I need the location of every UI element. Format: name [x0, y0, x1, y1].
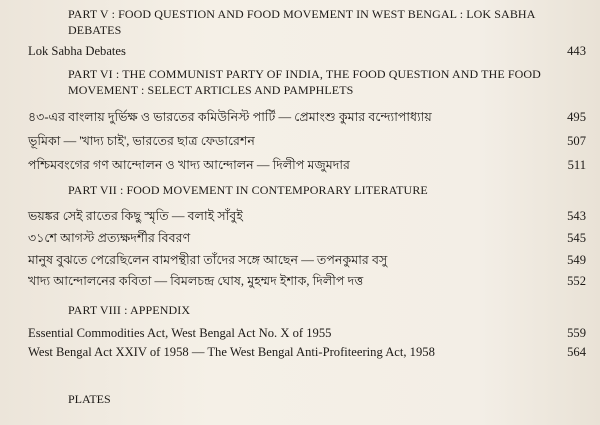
entry-title: ভয়ঙ্কর সেই রাতের কিছু স্মৃতি — বলাই সাঁবুই: [28, 209, 243, 223]
entry-title: খাদ্য আন্দোলনের কবিতা — বিমলচন্দ্র ঘোষ, মুহম্মদ ইশাক, দিলীপ দত্ত: [28, 274, 364, 288]
toc-entry: [28, 42, 586, 60]
toc-entry: [28, 108, 586, 126]
entry-page: 495: [567, 110, 586, 124]
toc-entry: [28, 324, 586, 342]
entry-page: 443: [567, 44, 586, 58]
entry-title: ৩১শে আগস্ট প্রত্যক্ষদর্শীর বিবরণ: [28, 231, 191, 245]
entry-title: ভূমিকা — 'খাদ্য চাই', ভারতের ছাত্র ফেডারেশন: [28, 134, 255, 148]
toc-entry: [28, 156, 586, 174]
entry-title: মানুষ বুঝতে পেরেছিলেন বামপন্থীরা তাঁদের সঙ্গে আছেন — তপনকুমার বসু: [28, 253, 388, 267]
part-vi-heading: PART VI : THE COMMUNIST PARTY OF INDIA, THE FOOD QUESTION AND THE FOOD MOVEMENT : SELECT ARTICLES AND PAMPHLETS: [68, 67, 541, 97]
entry-title: পশ্চিমবংগের গণ আন্দোলন ও খাদ্য আন্দোলন — দিলীপ মজুমদার: [28, 158, 350, 172]
part-viii-heading: PART VIII : APPENDIX: [68, 303, 191, 317]
entry-title: Essential Commodities Act, West Bengal Act No. X of 1955: [28, 326, 332, 340]
entry-page: 511: [567, 158, 586, 172]
entry-page: 543: [567, 209, 586, 223]
part-v-heading: PART V : FOOD QUESTION AND FOOD MOVEMENT IN WEST BENGAL : LOK SABHA DEBATES: [68, 7, 535, 37]
part-vii-heading: PART VII : FOOD MOVEMENT IN CONTEMPORARY LITERATURE: [68, 183, 428, 197]
toc-entry: [28, 251, 586, 269]
toc-entry: [28, 207, 586, 225]
entry-page: 559: [567, 326, 586, 340]
toc-entry: [28, 132, 586, 150]
entry-title: West Bengal Act XXIV of 1958 — The West Bengal Anti-Profiteering Act, 1958: [28, 345, 435, 359]
toc-entry: [28, 343, 586, 361]
entry-page: 549: [567, 253, 586, 267]
entry-page: 552: [567, 274, 586, 288]
toc-entry: [28, 272, 586, 290]
toc-entry: [28, 229, 586, 247]
entry-page: 507: [567, 134, 586, 148]
entry-title: Lok Sabha Debates: [28, 44, 126, 58]
entry-page: 545: [567, 231, 586, 245]
entry-page: 564: [567, 345, 586, 359]
plates-heading: PLATES: [68, 392, 111, 406]
entry-title: ৪৩-এর বাংলায় দুর্ভিক্ষ ও ভারতের কমিউনিস্ট পার্টি — প্রেমাংশু কুমার বন্দ্যোপাধ্যায়: [28, 110, 432, 124]
